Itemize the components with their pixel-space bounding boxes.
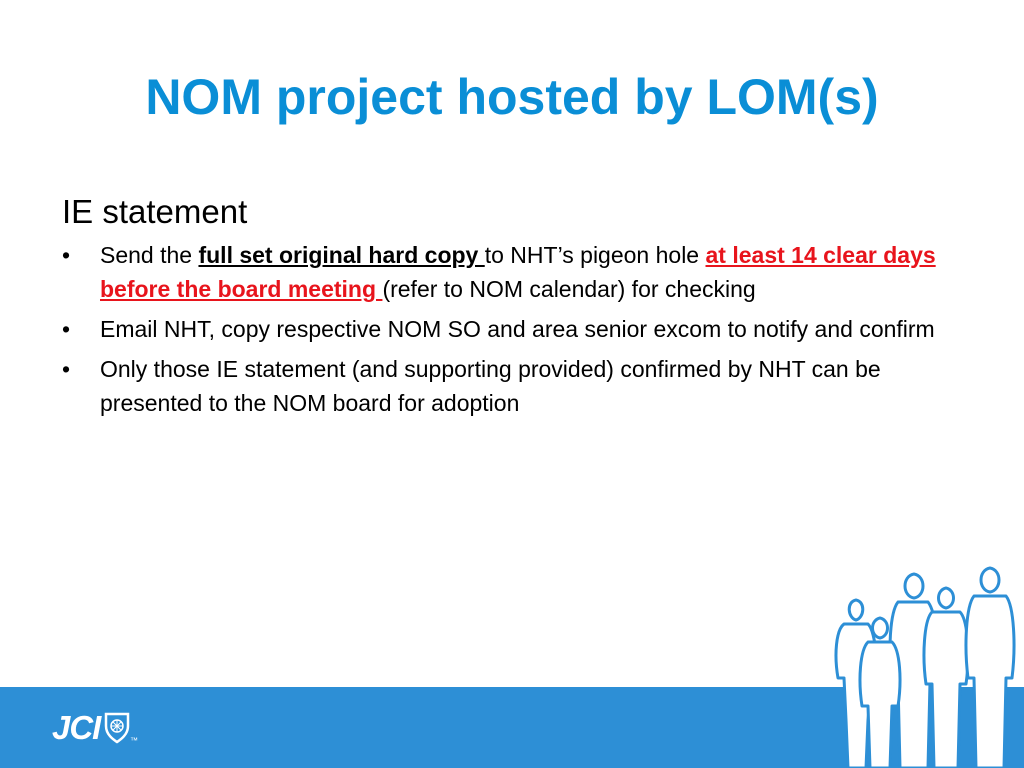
logo-tm: ™	[130, 736, 139, 745]
bullet-item	[62, 238, 962, 306]
bullet-text: to NHT’s pigeon hole	[484, 242, 706, 268]
slide-content	[62, 190, 962, 426]
jci-logo	[52, 708, 144, 748]
bullet-item	[62, 352, 962, 420]
bullet-marker: •	[62, 242, 71, 268]
bullet-item	[62, 312, 962, 346]
people-silhouette-icon	[828, 560, 1024, 768]
bullet-text: Email NHT, copy respective NOM SO and area senior excom to notify and confirm	[100, 316, 935, 342]
bullet-marker: •	[62, 356, 71, 382]
deadline-highlight: at least 14 clear days before the board meeting	[100, 242, 936, 302]
bullet-text: (refer to NOM calendar) for checking	[382, 276, 756, 302]
logo-text: JCI	[52, 709, 101, 746]
bullet-list	[62, 238, 962, 420]
bullet-marker: •	[62, 316, 71, 342]
slide-title: NOM project hosted by LOM(s)	[145, 69, 879, 125]
emphasis-text: full set original hard copy	[198, 242, 485, 268]
subheading: IE statement	[62, 193, 248, 230]
bullet-text: Send the	[100, 242, 199, 268]
bullet-text: Only those IE statement (and supporting provided) confirmed by NHT can be presented to the NOM board for adoption	[100, 356, 881, 416]
jci-crest-icon	[100, 708, 144, 748]
